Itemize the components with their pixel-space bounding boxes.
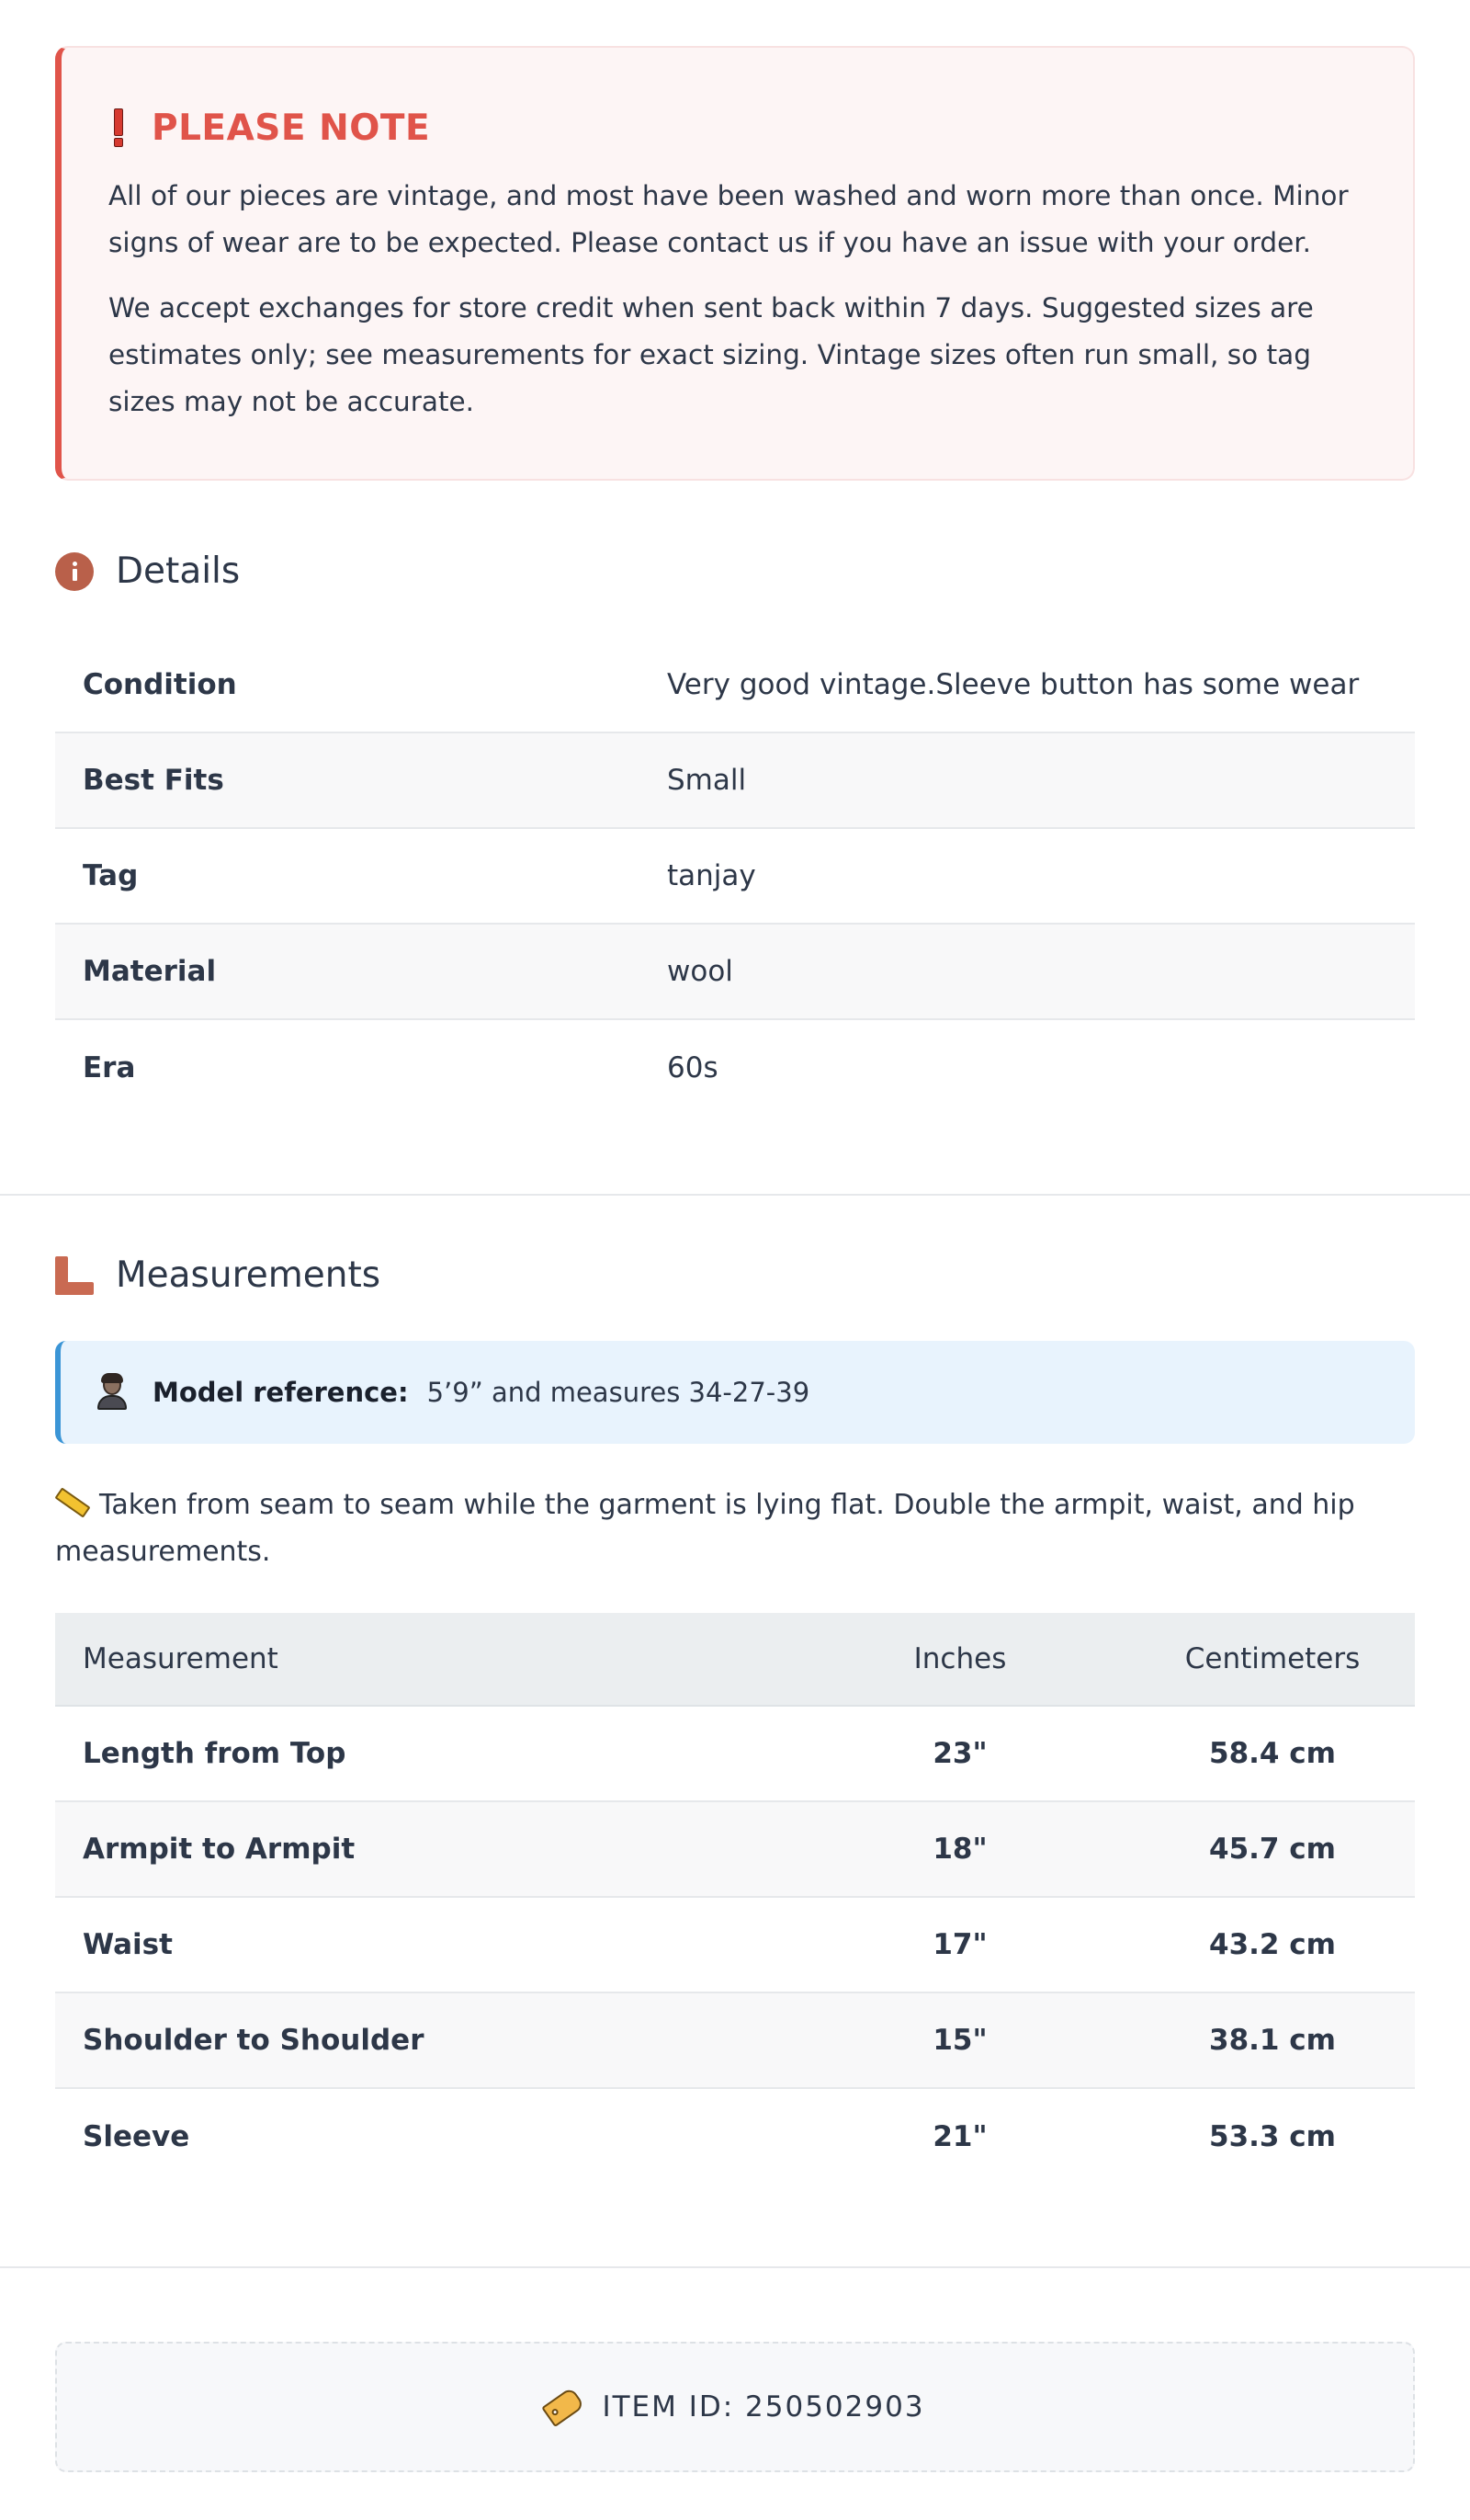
details-label: Best Fits <box>83 764 224 797</box>
measurement-inches: 21" <box>933 2120 988 2153</box>
measurement-cm: 58.4 cm <box>1209 1737 1336 1770</box>
details-title: Details <box>116 551 241 592</box>
measurement-inches: 18" <box>933 1833 988 1866</box>
column-header: Centimeters <box>1184 1642 1361 1675</box>
details-label: Material <box>83 955 217 988</box>
measurement-cm: 45.7 cm <box>1209 1833 1336 1866</box>
please-note-header <box>108 105 1365 151</box>
section-divider <box>0 2266 1470 2268</box>
measurements-heading <box>55 1254 380 1296</box>
details-value: tanjay <box>667 859 756 892</box>
measurements-table-header <box>55 1613 1415 1707</box>
table-row <box>55 1707 1415 1802</box>
details-value: Very good vintage.Sleeve button has some wear <box>667 668 1360 701</box>
tag-icon <box>540 2385 586 2429</box>
pencil-icon <box>54 1487 90 1517</box>
model-reference-label: Model reference: <box>153 1377 409 1408</box>
details-heading <box>55 551 240 592</box>
info-icon <box>55 552 94 591</box>
measurement-cm: 38.1 cm <box>1209 2024 1336 2057</box>
details-row <box>55 733 1415 829</box>
table-row <box>55 1898 1415 1993</box>
please-note-box <box>55 46 1415 481</box>
measurement-cm: 43.2 cm <box>1209 1928 1336 1961</box>
model-reference-box <box>55 1341 1415 1444</box>
measurement-inches: 23" <box>933 1737 988 1770</box>
measurements-table <box>55 1613 1415 2185</box>
person-icon <box>96 1375 127 1410</box>
measurement-name: Shoulder to Shoulder <box>83 2024 424 2057</box>
exclamation-icon <box>111 108 124 147</box>
please-note-paragraph: All of our pieces are vintage, and most have been washed and worn more than once. Minor signs of wear are to be expected. Please contact us if you have an issue with your order. <box>108 180 1349 258</box>
table-row <box>55 1993 1415 2089</box>
details-value: Small <box>667 764 747 797</box>
item-id-text: ITEM ID: 250502903 <box>602 2390 925 2424</box>
details-row <box>55 638 1415 733</box>
details-table <box>55 638 1415 1116</box>
measurement-name: Armpit to Armpit <box>83 1833 356 1866</box>
model-reference-value: 5’9” and measures 34-27-39 <box>426 1377 810 1408</box>
details-value: wool <box>667 955 733 988</box>
details-row <box>55 829 1415 925</box>
details-label: Condition <box>83 668 237 701</box>
table-row <box>55 1802 1415 1898</box>
measurement-note <box>55 1481 1378 1575</box>
measurement-inches: 17" <box>933 1928 988 1961</box>
column-header: Measurement <box>83 1642 278 1675</box>
measurement-name: Sleeve <box>83 2120 190 2153</box>
section-divider <box>0 1194 1470 1196</box>
column-header: Inches <box>913 1642 1007 1675</box>
details-row <box>55 925 1415 1020</box>
item-id-box <box>55 2342 1415 2472</box>
ruler-icon <box>55 1256 94 1295</box>
measurement-inches: 15" <box>933 2024 988 2057</box>
details-row <box>55 1020 1415 1116</box>
measurements-title: Measurements <box>116 1254 381 1296</box>
measurement-name: Length from Top <box>83 1737 346 1770</box>
measurement-name: Waist <box>83 1928 173 1961</box>
please-note-paragraph: We accept exchanges for store credit when sent back within 7 days. Suggested sizes are estimates only; see measurements for exact sizing. Vintage sizes often run small, so tag sizes may not be accurate. <box>108 292 1314 417</box>
details-label: Tag <box>83 859 139 892</box>
details-label: Era <box>83 1051 136 1084</box>
measurement-note-text: Taken from seam to seam while the garment is lying flat. Double the armpit, waist, and hip measurements. <box>55 1489 1355 1568</box>
please-note-title: PLEASE NOTE <box>152 107 431 149</box>
details-value: 60s <box>667 1051 718 1084</box>
measurement-cm: 53.3 cm <box>1209 2120 1336 2153</box>
table-row <box>55 2089 1415 2185</box>
